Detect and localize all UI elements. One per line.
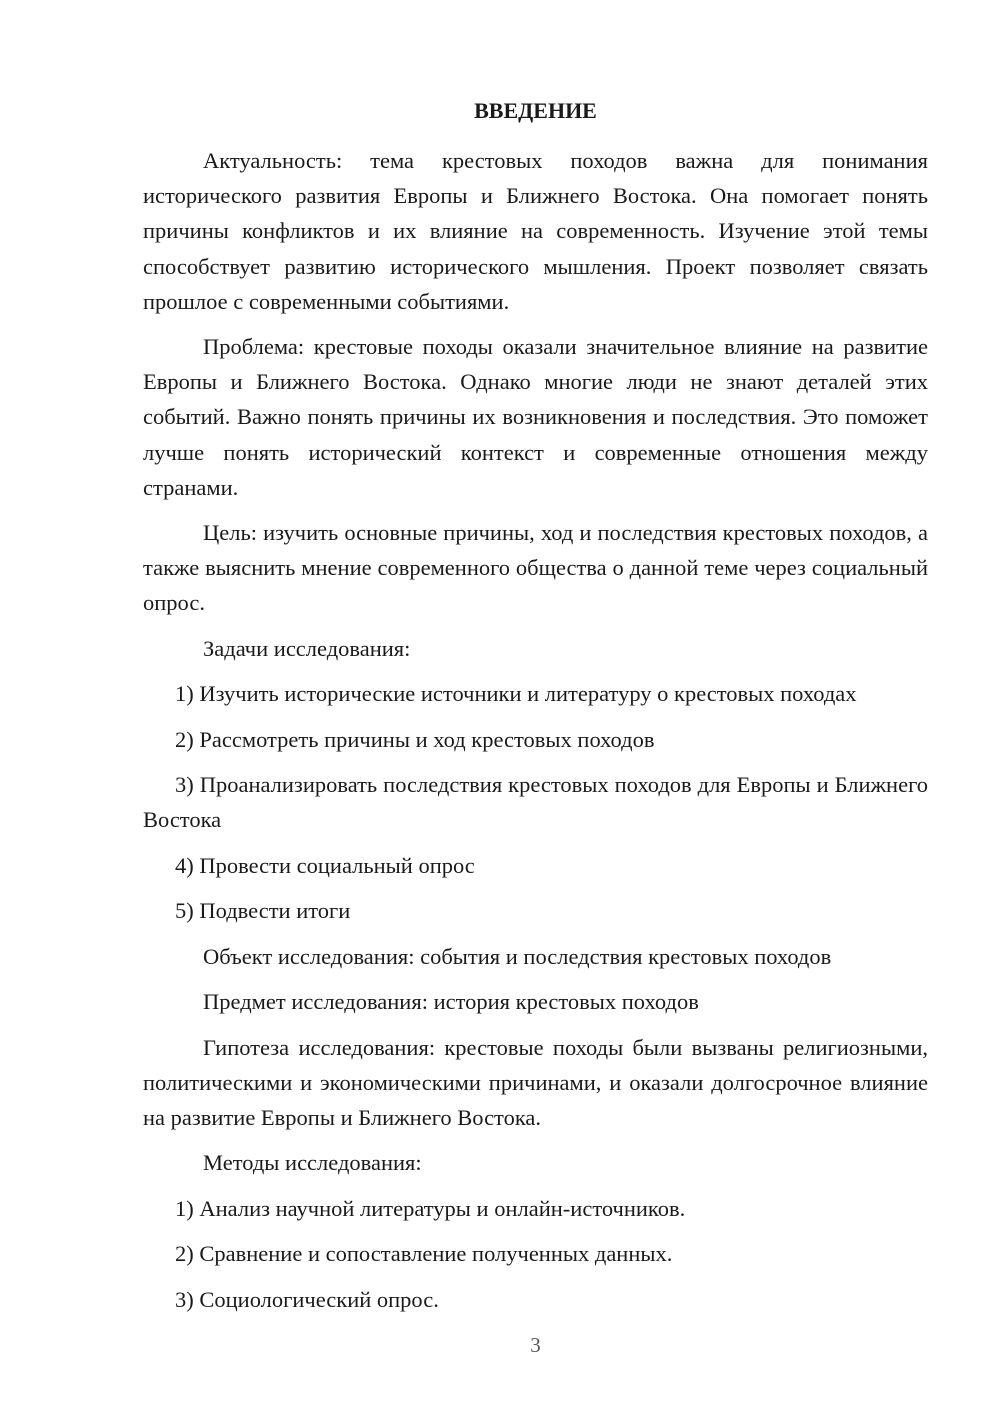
page-number: 3 [530, 1333, 541, 1357]
task-item: 3) Проанализировать последствия крестовых походов для Европы и Ближнего Востока [143, 772, 928, 833]
task-item: 1) Изучить исторические источники и литературу о крестовых походах [175, 681, 857, 706]
research-object: Объект исследования: события и последствия крестовых походов [203, 944, 832, 969]
method-item: 1) Анализ научной литературы и онлайн-источников. [175, 1196, 686, 1221]
task-item: 2) Рассмотреть причины и ход крестовых походов [175, 727, 655, 752]
tasks-title: Задачи исследования: [203, 636, 411, 661]
section-heading: ВВЕДЕНИЕ [474, 98, 597, 123]
method-item: 2) Сравнение и сопоставление полученных данных. [175, 1241, 673, 1266]
goal-paragraph: Цель: изучить основные причины, ход и последствия крестовых походов, а также выяснить мнение современного общества о данной теме через социальный опрос. [143, 520, 928, 616]
problem-paragraph: Проблема: крестовые походы оказали значительное влияние на развитие Европы и Ближнего Востока. Однако многие люди не знают деталей этих событий. Важно понять причины их возникновения и последствия. Это поможет лучше понять исторический контекст и современные отношения между странами. [143, 334, 928, 500]
hypothesis-paragraph: Гипотеза исследования: крестовые походы были вызваны религиозными, политическими и экономическими причинами, и оказали долгосрочное влияние на развитие Европы и Ближнего Востока. [143, 1035, 928, 1131]
task-item: 4) Провести социальный опрос [175, 853, 475, 878]
method-item: 3) Социологический опрос. [175, 1287, 439, 1312]
relevance-paragraph: Актуальность: тема крестовых походов важна для понимания исторического развития Европы и Ближнего Востока. Она помогает понять причины конфликтов и их влияние на современность. Изучение этой темы способствует развитию исторического мышления. Проект позволяет связать прошлое с современными событиями. [143, 148, 928, 314]
task-item: 5) Подвести итоги [175, 898, 351, 923]
research-subject: Предмет исследования: история крестовых походов [203, 989, 699, 1014]
methods-title: Методы исследования: [203, 1150, 422, 1175]
document-page [143, 0, 928, 1414]
